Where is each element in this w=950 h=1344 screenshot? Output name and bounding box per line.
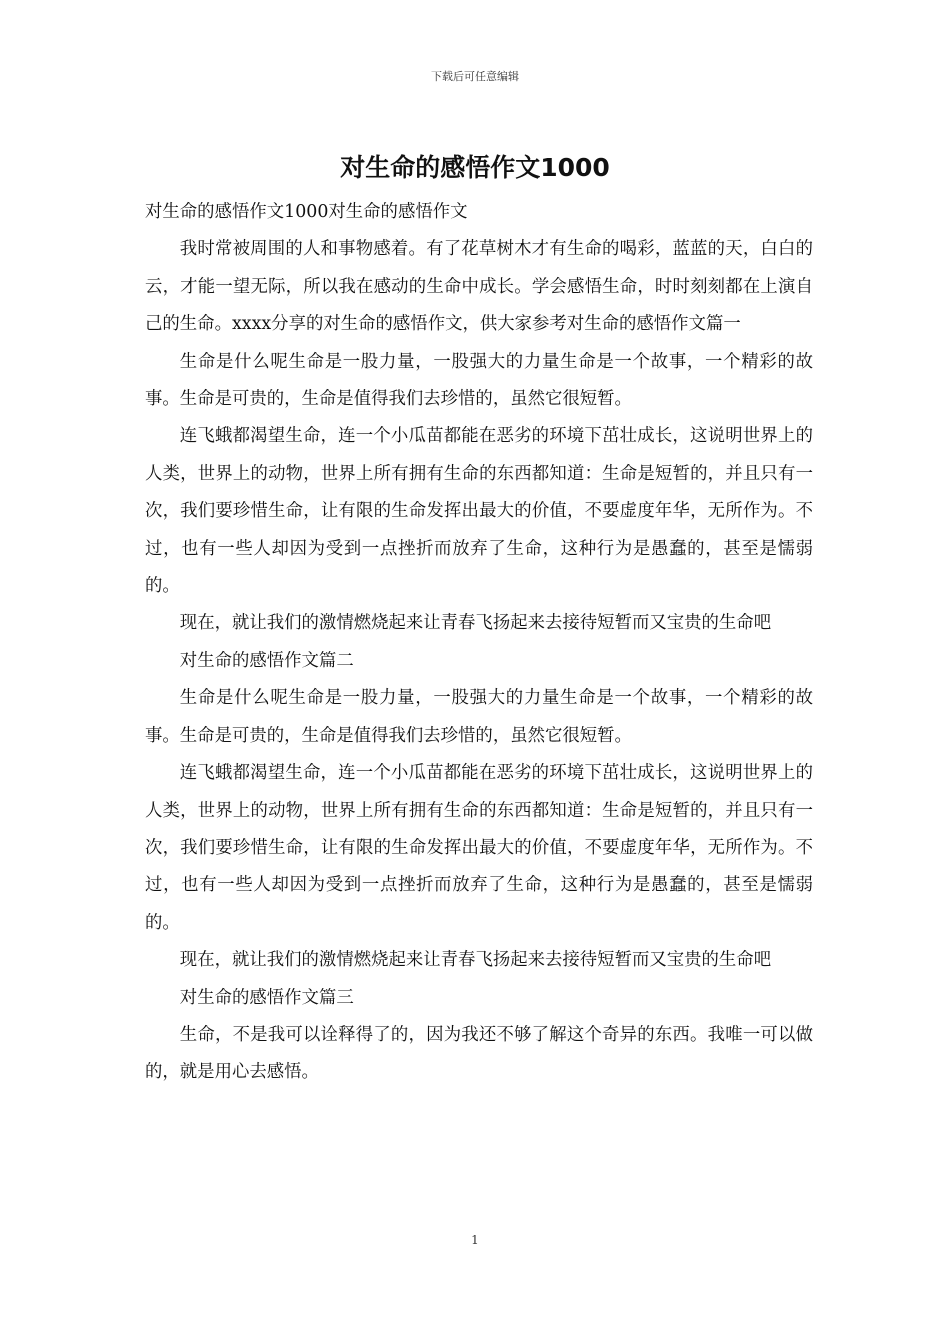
intro-line: 对生命的感悟作文1000对生命的感悟作文 — [145, 202, 468, 222]
paragraph: 连飞蛾都渴望生命，连一个小瓜苗都能在恶劣的环境下茁壮成长，这说明世界上的人类，世界上的动物，世界上所有拥有生命的东西都知道：生命是短暂的，并且只有一次，我们要珍惜生命，让有限的生命发挥出最大的价值，不要虚度年华，无所作为。不过，也有一些人却因为受到一点挫折而放弃了生命，这种行为是愚蠢的，甚至是懦弱的。 — [145, 763, 813, 933]
paragraph: 生命是什么呢生命是一股力量，一股强大的力量生命是一个故事，一个精彩的故事。生命是可贵的，生命是值得我们去珍惜的，虽然它很短暂。 — [145, 351, 813, 410]
paragraph: 现在，就让我们的激情燃烧起来让青春飞扬起来去接待短暂而又宝贵的生命吧 — [179, 613, 772, 634]
page-header-note: 下载后可任意编辑 — [431, 70, 519, 83]
section-heading: 对生命的感悟作文篇三 — [179, 987, 354, 1008]
paragraph: 生命，不是我可以诠释得了的，因为我还不够了解这个奇异的东西。我唯一可以做的，就是用心去感悟。 — [145, 1024, 813, 1083]
paragraph: 生命是什么呢生命是一股力量，一股强大的力量生命是一个故事，一个精彩的故事。生命是可贵的，生命是值得我们去珍惜的，虽然它很短暂。 — [145, 688, 813, 746]
document-body — [145, 194, 813, 1092]
page-number: 1 — [471, 1233, 479, 1247]
paragraph: 我时常被周围的人和事物感着。有了花草树木才有生命的喝彩，蓝蓝的天，白白的云，才能一望无际，所以我在感动的生命中成长。学会感悟生命，时时刻刻都在上演自己的生命。xxxx分享的对生命的感悟作文，供大家参考对生命的感悟作文篇一 — [145, 239, 813, 335]
paragraph: 连飞蛾都渴望生命，连一个小瓜苗都能在恶劣的环境下茁壮成长，这说明世界上的人类，世界上的动物，世界上所有拥有生命的东西都知道：生命是短暂的，并且只有一次，我们要珍惜生命，让有限的生命发挥出最大的价值，不要虚度年华，无所作为。不过，也有一些人却因为受到一点挫折而放弃了生命，这种行为是愚蠢的，甚至是懦弱的。 — [145, 426, 813, 597]
section-heading: 对生命的感悟作文篇二 — [179, 650, 354, 671]
document-title: 对生命的感悟作文1000 — [340, 153, 610, 182]
paragraph: 现在，就让我们的激情燃烧起来让青春飞扬起来去接待短暂而又宝贵的生命吧 — [179, 950, 772, 971]
